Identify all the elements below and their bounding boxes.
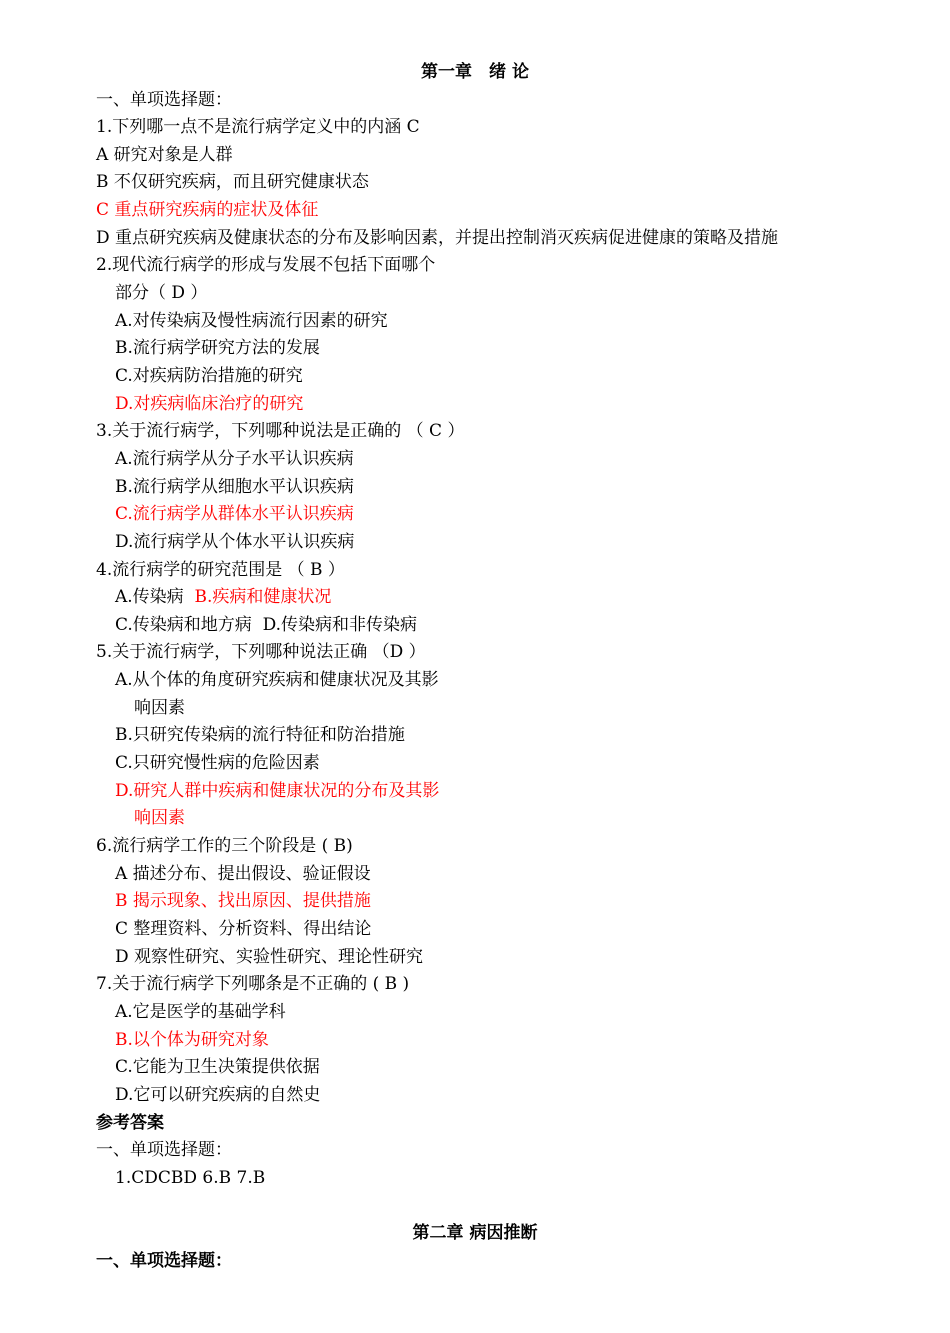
question-4-options-row-1 (115, 585, 331, 609)
question-4-option-d: D.传染病和非传染病 (262, 615, 418, 635)
question-1-option-c-answer: C 重点研究疾病的症状及体征 (96, 200, 319, 220)
chapter-2-section-heading: 一、单项选择题： (96, 1251, 232, 1271)
question-7-stem: 7.关于流行病学下列哪条是不正确的 ( B ) (96, 974, 410, 994)
question-5-option-a: A.从个体的角度研究疾病和健康状况及其影 (115, 670, 439, 690)
question-4-option-c: C.传染病和地方病 (115, 615, 252, 635)
question-3-option-b: B.流行病学从细胞水平认识疾病 (115, 477, 354, 497)
question-7-option-b-answer: B.以个体为研究对象 (115, 1030, 269, 1050)
question-5-option-d-answer-continued: 响因素 (134, 808, 185, 828)
question-6-option-b-answer: B 揭示现象、找出原因、提供措施 (115, 891, 371, 911)
answers-section-heading: 一、单项选择题： (96, 1140, 232, 1160)
question-1-option-b: B 不仅研究疾病，而且研究健康状态 (96, 172, 369, 192)
question-3-option-d: D.流行病学从个体水平认识疾病 (115, 532, 355, 552)
question-2-option-c: C.对疾病防治措施的研究 (115, 366, 303, 386)
question-6-option-d: D 观察性研究、实验性研究、理论性研究 (115, 947, 424, 967)
chapter-2-title: 第二章 病因推断 (412, 1223, 538, 1243)
chapter-1-section-heading: 一、单项选择题： (96, 90, 232, 110)
question-2-stem-continued: 部分（ D ） (115, 283, 208, 303)
question-3-option-a: A.流行病学从分子水平认识疾病 (115, 449, 354, 469)
question-2-option-b: B.流行病学研究方法的发展 (115, 338, 320, 358)
question-2-stem: 2.现代流行病学的形成与发展不包括下面哪个 (96, 255, 436, 275)
question-7-option-c: C.它能为卫生决策提供依据 (115, 1057, 320, 1077)
question-3-option-c-answer: C.流行病学从群体水平认识疾病 (115, 504, 354, 524)
answers-line: 1.CDCBD 6.B 7.B (115, 1168, 266, 1188)
question-6-option-c: C 整理资料、分析资料、得出结论 (115, 919, 372, 939)
question-5-option-c: C.只研究慢性病的危险因素 (115, 753, 320, 773)
question-6-option-a: A 描述分布、提出假设、验证假设 (115, 864, 371, 884)
question-5-option-b: B.只研究传染病的流行特征和防治措施 (115, 725, 405, 745)
question-2-option-a: A.对传染病及慢性病流行因素的研究 (115, 311, 388, 331)
question-5-option-a-continued: 响因素 (134, 698, 185, 718)
question-5-option-d-answer: D.研究人群中疾病和健康状况的分布及其影 (115, 781, 440, 801)
question-1-stem: 1.下列哪一点不是流行病学定义中的内涵 C (96, 117, 420, 137)
chapter-1-title: 第一章 绪 论 (421, 62, 529, 82)
question-3-stem: 3.关于流行病学，下列哪种说法是正确的 （ C ） (96, 421, 465, 441)
answers-heading: 参考答案 (96, 1113, 164, 1133)
question-1-option-a: A 研究对象是人群 (96, 145, 233, 165)
question-6-stem: 6.流行病学工作的三个阶段是 ( B) (96, 836, 353, 856)
question-4-options-row-2 (115, 613, 417, 637)
question-1-option-d: D 重点研究疾病及健康状态的分布及影响因素，并提出控制消灭疾病促进健康的策略及措施 (96, 228, 779, 248)
question-2-option-d-answer: D.对疾病临床治疗的研究 (115, 394, 304, 414)
question-4-option-a: A.传染病 (115, 587, 184, 607)
question-4-option-b-answer: B.疾病和健康状况 (194, 587, 332, 607)
question-7-option-a: A.它是医学的基础学科 (115, 1002, 286, 1022)
question-5-stem: 5.关于流行病学，下列哪种说法正确 （D ） (96, 642, 426, 662)
question-7-option-d: D.它可以研究疾病的自然史 (115, 1085, 321, 1105)
question-4-stem: 4.流行病学的研究范围是 （ B ） (96, 560, 345, 580)
